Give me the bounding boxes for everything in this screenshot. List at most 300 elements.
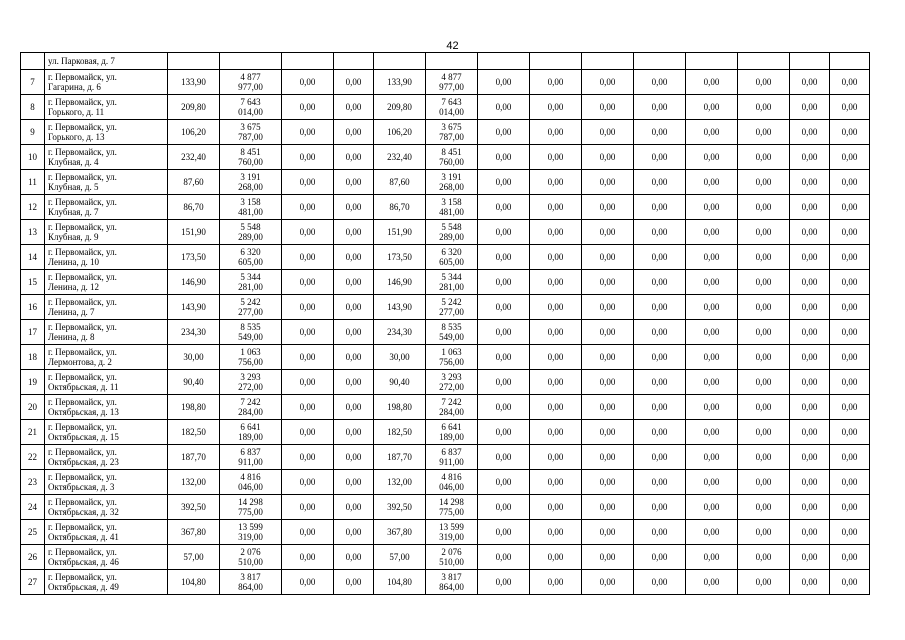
zero-cell: 0,00: [790, 220, 830, 245]
zero-cell: 0,00: [790, 270, 830, 295]
zero-cell: 0,00: [282, 95, 334, 120]
zero-cell: 0,00: [790, 345, 830, 370]
zero-cell: 0,00: [582, 345, 634, 370]
zero-cell: 0,00: [530, 145, 582, 170]
zero-cell: 0,00: [738, 170, 790, 195]
address-cell: г. Первомайск, ул. Ленина, д. 7: [45, 295, 168, 320]
zero-cell: 0,00: [738, 120, 790, 145]
zero-cell: 0,00: [830, 70, 870, 95]
zero-cell: 0,00: [530, 70, 582, 95]
zero-cell: 0,00: [478, 420, 530, 445]
table-row: [21, 295, 870, 320]
zero-cell: 0,00: [478, 520, 530, 545]
cost-cell: 5 548 289,00: [426, 220, 478, 245]
address-cell: г. Первомайск, ул. Октябрьская, д. 23: [45, 445, 168, 470]
empty-cell: [334, 53, 374, 70]
cost-cell: 6 320 605,00: [220, 245, 282, 270]
cost-cell: 5 344 281,00: [220, 270, 282, 295]
zero-cell: 0,00: [790, 520, 830, 545]
zero-cell: 0,00: [790, 170, 830, 195]
zero-cell: 0,00: [686, 420, 738, 445]
area-cell: 30,00: [168, 345, 220, 370]
area-cell: 90,40: [374, 370, 426, 395]
area-cell: 106,20: [374, 120, 426, 145]
row-number-cell: [21, 53, 45, 70]
table-row: [21, 520, 870, 545]
cost-cell: 3 293 272,00: [220, 370, 282, 395]
zero-cell: 0,00: [334, 295, 374, 320]
zero-cell: 0,00: [478, 395, 530, 420]
zero-cell: 0,00: [334, 495, 374, 520]
row-number-cell: 8: [21, 95, 45, 120]
zero-cell: 0,00: [282, 420, 334, 445]
empty-cell: [830, 53, 870, 70]
cost-cell: 5 242 277,00: [220, 295, 282, 320]
cost-cell: 3 293 272,00: [426, 370, 478, 395]
zero-cell: 0,00: [582, 120, 634, 145]
zero-cell: 0,00: [530, 520, 582, 545]
zero-cell: 0,00: [334, 270, 374, 295]
zero-cell: 0,00: [686, 570, 738, 595]
zero-cell: 0,00: [530, 295, 582, 320]
table-row: [21, 170, 870, 195]
zero-cell: 0,00: [830, 495, 870, 520]
zero-cell: 0,00: [830, 320, 870, 345]
zero-cell: 0,00: [830, 170, 870, 195]
zero-cell: 0,00: [282, 470, 334, 495]
row-number-cell: 14: [21, 245, 45, 270]
area-cell: 86,70: [374, 195, 426, 220]
zero-cell: 0,00: [282, 270, 334, 295]
zero-cell: 0,00: [530, 95, 582, 120]
cost-cell: 14 298 775,00: [426, 495, 478, 520]
zero-cell: 0,00: [530, 370, 582, 395]
zero-cell: 0,00: [530, 420, 582, 445]
table-row: [21, 445, 870, 470]
zero-cell: 0,00: [334, 195, 374, 220]
area-cell: 392,50: [168, 495, 220, 520]
zero-cell: 0,00: [738, 270, 790, 295]
address-cell: г. Первомайск, ул. Клубная, д. 4: [45, 145, 168, 170]
address-cell: г. Первомайск, ул. Клубная, д. 9: [45, 220, 168, 245]
zero-cell: 0,00: [790, 320, 830, 345]
area-cell: 209,80: [168, 95, 220, 120]
zero-cell: 0,00: [686, 395, 738, 420]
zero-cell: 0,00: [738, 545, 790, 570]
zero-cell: 0,00: [790, 395, 830, 420]
cost-cell: 3 817 864,00: [426, 570, 478, 595]
cost-cell: 4 816 046,00: [220, 470, 282, 495]
zero-cell: 0,00: [478, 95, 530, 120]
zero-cell: 0,00: [830, 120, 870, 145]
zero-cell: 0,00: [830, 245, 870, 270]
zero-cell: 0,00: [738, 295, 790, 320]
table-row: [21, 220, 870, 245]
zero-cell: 0,00: [530, 570, 582, 595]
zero-cell: 0,00: [686, 545, 738, 570]
zero-cell: 0,00: [582, 170, 634, 195]
zero-cell: 0,00: [634, 195, 686, 220]
zero-cell: 0,00: [738, 420, 790, 445]
row-number-cell: 10: [21, 145, 45, 170]
zero-cell: 0,00: [478, 245, 530, 270]
zero-cell: 0,00: [334, 120, 374, 145]
zero-cell: 0,00: [334, 70, 374, 95]
zero-cell: 0,00: [582, 295, 634, 320]
zero-cell: 0,00: [634, 420, 686, 445]
cost-cell: 3 817 864,00: [220, 570, 282, 595]
area-cell: 182,50: [168, 420, 220, 445]
zero-cell: 0,00: [582, 420, 634, 445]
row-number-cell: 20: [21, 395, 45, 420]
zero-cell: 0,00: [830, 345, 870, 370]
area-cell: 90,40: [168, 370, 220, 395]
zero-cell: 0,00: [582, 370, 634, 395]
zero-cell: 0,00: [738, 195, 790, 220]
zero-cell: 0,00: [738, 320, 790, 345]
area-cell: 106,20: [168, 120, 220, 145]
zero-cell: 0,00: [282, 520, 334, 545]
empty-cell: [790, 53, 830, 70]
area-cell: 151,90: [168, 220, 220, 245]
zero-cell: 0,00: [478, 120, 530, 145]
zero-cell: 0,00: [634, 270, 686, 295]
cost-cell: 4 816 046,00: [426, 470, 478, 495]
address-cell: г. Первомайск, ул. Лермонтова, д. 2: [45, 345, 168, 370]
table-row: [21, 120, 870, 145]
zero-cell: 0,00: [282, 495, 334, 520]
zero-cell: 0,00: [738, 570, 790, 595]
zero-cell: 0,00: [686, 145, 738, 170]
area-cell: 209,80: [374, 95, 426, 120]
zero-cell: 0,00: [790, 120, 830, 145]
cost-cell: 6 641 189,00: [426, 420, 478, 445]
zero-cell: 0,00: [478, 220, 530, 245]
cost-cell: 5 242 277,00: [426, 295, 478, 320]
zero-cell: 0,00: [686, 220, 738, 245]
zero-cell: 0,00: [334, 570, 374, 595]
zero-cell: 0,00: [686, 195, 738, 220]
cost-cell: 14 298 775,00: [220, 495, 282, 520]
cost-cell: 6 837 911,00: [426, 445, 478, 470]
address-cell: ул. Парковая, д. 7: [45, 53, 168, 70]
zero-cell: 0,00: [478, 295, 530, 320]
zero-cell: 0,00: [582, 145, 634, 170]
zero-cell: 0,00: [282, 245, 334, 270]
cost-cell: 3 191 268,00: [426, 170, 478, 195]
zero-cell: 0,00: [282, 445, 334, 470]
zero-cell: 0,00: [830, 420, 870, 445]
table-row: [21, 570, 870, 595]
zero-cell: 0,00: [478, 545, 530, 570]
cost-cell: 5 344 281,00: [426, 270, 478, 295]
zero-cell: 0,00: [738, 520, 790, 545]
zero-cell: 0,00: [830, 545, 870, 570]
zero-cell: 0,00: [790, 420, 830, 445]
data-table: [20, 52, 870, 595]
zero-cell: 0,00: [634, 70, 686, 95]
table-row: [21, 470, 870, 495]
area-cell: 133,90: [168, 70, 220, 95]
zero-cell: 0,00: [790, 370, 830, 395]
cost-cell: 8 451 760,00: [426, 145, 478, 170]
zero-cell: 0,00: [582, 395, 634, 420]
area-cell: 232,40: [168, 145, 220, 170]
row-number-cell: 22: [21, 445, 45, 470]
cost-cell: 8 535 549,00: [220, 320, 282, 345]
area-cell: 146,90: [168, 270, 220, 295]
zero-cell: 0,00: [634, 295, 686, 320]
zero-cell: 0,00: [334, 520, 374, 545]
zero-cell: 0,00: [830, 370, 870, 395]
zero-cell: 0,00: [634, 545, 686, 570]
zero-cell: 0,00: [634, 95, 686, 120]
zero-cell: 0,00: [790, 70, 830, 95]
area-cell: 232,40: [374, 145, 426, 170]
row-number-cell: 21: [21, 420, 45, 445]
zero-cell: 0,00: [790, 295, 830, 320]
zero-cell: 0,00: [478, 145, 530, 170]
address-cell: г. Первомайск, ул. Ленина, д. 12: [45, 270, 168, 295]
area-cell: 133,90: [374, 70, 426, 95]
zero-cell: 0,00: [582, 245, 634, 270]
row-number-cell: 11: [21, 170, 45, 195]
zero-cell: 0,00: [530, 245, 582, 270]
table-row: [21, 420, 870, 445]
zero-cell: 0,00: [790, 545, 830, 570]
cost-cell: 7 643 014,00: [426, 95, 478, 120]
cost-cell: 7 242 284,00: [426, 395, 478, 420]
cost-cell: 6 837 911,00: [220, 445, 282, 470]
address-cell: г. Первомайск, ул. Октябрьская, д. 15: [45, 420, 168, 445]
row-number-cell: 12: [21, 195, 45, 220]
zero-cell: 0,00: [530, 395, 582, 420]
zero-cell: 0,00: [582, 520, 634, 545]
address-cell: г. Первомайск, ул. Гагарина, д. 6: [45, 70, 168, 95]
row-number-cell: 24: [21, 495, 45, 520]
row-number-cell: 13: [21, 220, 45, 245]
zero-cell: 0,00: [478, 445, 530, 470]
cost-cell: 3 158 481,00: [426, 195, 478, 220]
zero-cell: 0,00: [686, 120, 738, 145]
area-cell: 104,80: [168, 570, 220, 595]
zero-cell: 0,00: [478, 170, 530, 195]
empty-cell: [530, 53, 582, 70]
zero-cell: 0,00: [634, 395, 686, 420]
zero-cell: 0,00: [634, 170, 686, 195]
zero-cell: 0,00: [634, 370, 686, 395]
zero-cell: 0,00: [334, 95, 374, 120]
zero-cell: 0,00: [634, 495, 686, 520]
zero-cell: 0,00: [334, 420, 374, 445]
zero-cell: 0,00: [282, 370, 334, 395]
zero-cell: 0,00: [738, 145, 790, 170]
zero-cell: 0,00: [738, 245, 790, 270]
zero-cell: 0,00: [830, 295, 870, 320]
zero-cell: 0,00: [334, 545, 374, 570]
zero-cell: 0,00: [478, 70, 530, 95]
cost-cell: 8 451 760,00: [220, 145, 282, 170]
area-cell: 187,70: [374, 445, 426, 470]
empty-cell: [634, 53, 686, 70]
row-number-cell: 15: [21, 270, 45, 295]
zero-cell: 0,00: [530, 545, 582, 570]
empty-cell: [738, 53, 790, 70]
area-cell: 367,80: [374, 520, 426, 545]
zero-cell: 0,00: [478, 495, 530, 520]
zero-cell: 0,00: [530, 495, 582, 520]
address-cell: г. Первомайск, ул. Октябрьская, д. 41: [45, 520, 168, 545]
cost-cell: 13 599 319,00: [426, 520, 478, 545]
zero-cell: 0,00: [686, 270, 738, 295]
zero-cell: 0,00: [282, 545, 334, 570]
table-row: [21, 245, 870, 270]
zero-cell: 0,00: [738, 395, 790, 420]
zero-cell: 0,00: [530, 445, 582, 470]
zero-cell: 0,00: [530, 270, 582, 295]
zero-cell: 0,00: [790, 570, 830, 595]
page-number: 42: [446, 40, 459, 52]
zero-cell: 0,00: [830, 570, 870, 595]
zero-cell: 0,00: [478, 370, 530, 395]
address-cell: г. Первомайск, ул. Горького, д. 13: [45, 120, 168, 145]
zero-cell: 0,00: [530, 170, 582, 195]
address-cell: г. Первомайск, ул. Октябрьская, д. 13: [45, 395, 168, 420]
zero-cell: 0,00: [530, 220, 582, 245]
zero-cell: 0,00: [530, 345, 582, 370]
area-cell: 198,80: [168, 395, 220, 420]
zero-cell: 0,00: [282, 145, 334, 170]
zero-cell: 0,00: [686, 320, 738, 345]
zero-cell: 0,00: [478, 320, 530, 345]
zero-cell: 0,00: [830, 470, 870, 495]
zero-cell: 0,00: [790, 495, 830, 520]
zero-cell: 0,00: [582, 195, 634, 220]
zero-cell: 0,00: [582, 545, 634, 570]
zero-cell: 0,00: [530, 320, 582, 345]
zero-cell: 0,00: [334, 245, 374, 270]
empty-cell: [282, 53, 334, 70]
zero-cell: 0,00: [634, 570, 686, 595]
zero-cell: 0,00: [738, 470, 790, 495]
zero-cell: 0,00: [686, 445, 738, 470]
cost-cell: 4 877 977,00: [426, 70, 478, 95]
address-cell: г. Первомайск, ул. Клубная, д. 7: [45, 195, 168, 220]
cost-cell: 1 063 756,00: [426, 345, 478, 370]
zero-cell: 0,00: [686, 95, 738, 120]
row-number-cell: 18: [21, 345, 45, 370]
zero-cell: 0,00: [634, 320, 686, 345]
zero-cell: 0,00: [634, 445, 686, 470]
area-cell: 173,50: [168, 245, 220, 270]
area-cell: 173,50: [374, 245, 426, 270]
area-cell: 87,60: [168, 170, 220, 195]
table-row: [21, 345, 870, 370]
zero-cell: 0,00: [334, 145, 374, 170]
area-cell: 86,70: [168, 195, 220, 220]
zero-cell: 0,00: [334, 320, 374, 345]
empty-cell: [582, 53, 634, 70]
zero-cell: 0,00: [634, 245, 686, 270]
cost-cell: 4 877 977,00: [220, 70, 282, 95]
table-row: [21, 320, 870, 345]
zero-cell: 0,00: [334, 170, 374, 195]
zero-cell: 0,00: [686, 170, 738, 195]
zero-cell: 0,00: [686, 520, 738, 545]
area-cell: 392,50: [374, 495, 426, 520]
zero-cell: 0,00: [686, 345, 738, 370]
zero-cell: 0,00: [790, 195, 830, 220]
empty-cell: [478, 53, 530, 70]
row-number-cell: 7: [21, 70, 45, 95]
zero-cell: 0,00: [530, 470, 582, 495]
zero-cell: 0,00: [334, 345, 374, 370]
cost-cell: 1 063 756,00: [220, 345, 282, 370]
cost-cell: 3 675 787,00: [426, 120, 478, 145]
row-number-cell: 9: [21, 120, 45, 145]
zero-cell: 0,00: [830, 220, 870, 245]
zero-cell: 0,00: [830, 395, 870, 420]
zero-cell: 0,00: [634, 220, 686, 245]
zero-cell: 0,00: [738, 95, 790, 120]
zero-cell: 0,00: [634, 145, 686, 170]
area-cell: 30,00: [374, 345, 426, 370]
address-cell: г. Первомайск, ул. Октябрьская, д. 32: [45, 495, 168, 520]
area-cell: 57,00: [374, 545, 426, 570]
cost-cell: 7 242 284,00: [220, 395, 282, 420]
area-cell: 132,00: [374, 470, 426, 495]
zero-cell: 0,00: [582, 495, 634, 520]
zero-cell: 0,00: [282, 395, 334, 420]
address-cell: г. Первомайск, ул. Октябрьская, д. 46: [45, 545, 168, 570]
area-cell: 87,60: [374, 170, 426, 195]
area-cell: 104,80: [374, 570, 426, 595]
empty-cell: [220, 53, 282, 70]
zero-cell: 0,00: [738, 220, 790, 245]
zero-cell: 0,00: [790, 95, 830, 120]
area-cell: 143,90: [168, 295, 220, 320]
cost-cell: 13 599 319,00: [220, 520, 282, 545]
zero-cell: 0,00: [634, 345, 686, 370]
zero-cell: 0,00: [282, 195, 334, 220]
table-row: [21, 395, 870, 420]
area-cell: 146,90: [374, 270, 426, 295]
area-cell: 182,50: [374, 420, 426, 445]
empty-cell: [686, 53, 738, 70]
zero-cell: 0,00: [830, 270, 870, 295]
empty-cell: [374, 53, 426, 70]
zero-cell: 0,00: [634, 470, 686, 495]
zero-cell: 0,00: [282, 170, 334, 195]
zero-cell: 0,00: [634, 120, 686, 145]
area-cell: 132,00: [168, 470, 220, 495]
row-number-cell: 26: [21, 545, 45, 570]
cost-cell: 7 643 014,00: [220, 95, 282, 120]
table-row: [21, 270, 870, 295]
area-cell: 151,90: [374, 220, 426, 245]
zero-cell: 0,00: [282, 570, 334, 595]
table-row: [21, 145, 870, 170]
address-cell: г. Первомайск, ул. Октябрьская, д. 49: [45, 570, 168, 595]
zero-cell: 0,00: [790, 445, 830, 470]
area-cell: 143,90: [374, 295, 426, 320]
zero-cell: 0,00: [282, 220, 334, 245]
zero-cell: 0,00: [334, 395, 374, 420]
area-cell: 234,30: [374, 320, 426, 345]
cost-cell: 2 076 510,00: [220, 545, 282, 570]
row-number-cell: 16: [21, 295, 45, 320]
cost-cell: 3 191 268,00: [220, 170, 282, 195]
